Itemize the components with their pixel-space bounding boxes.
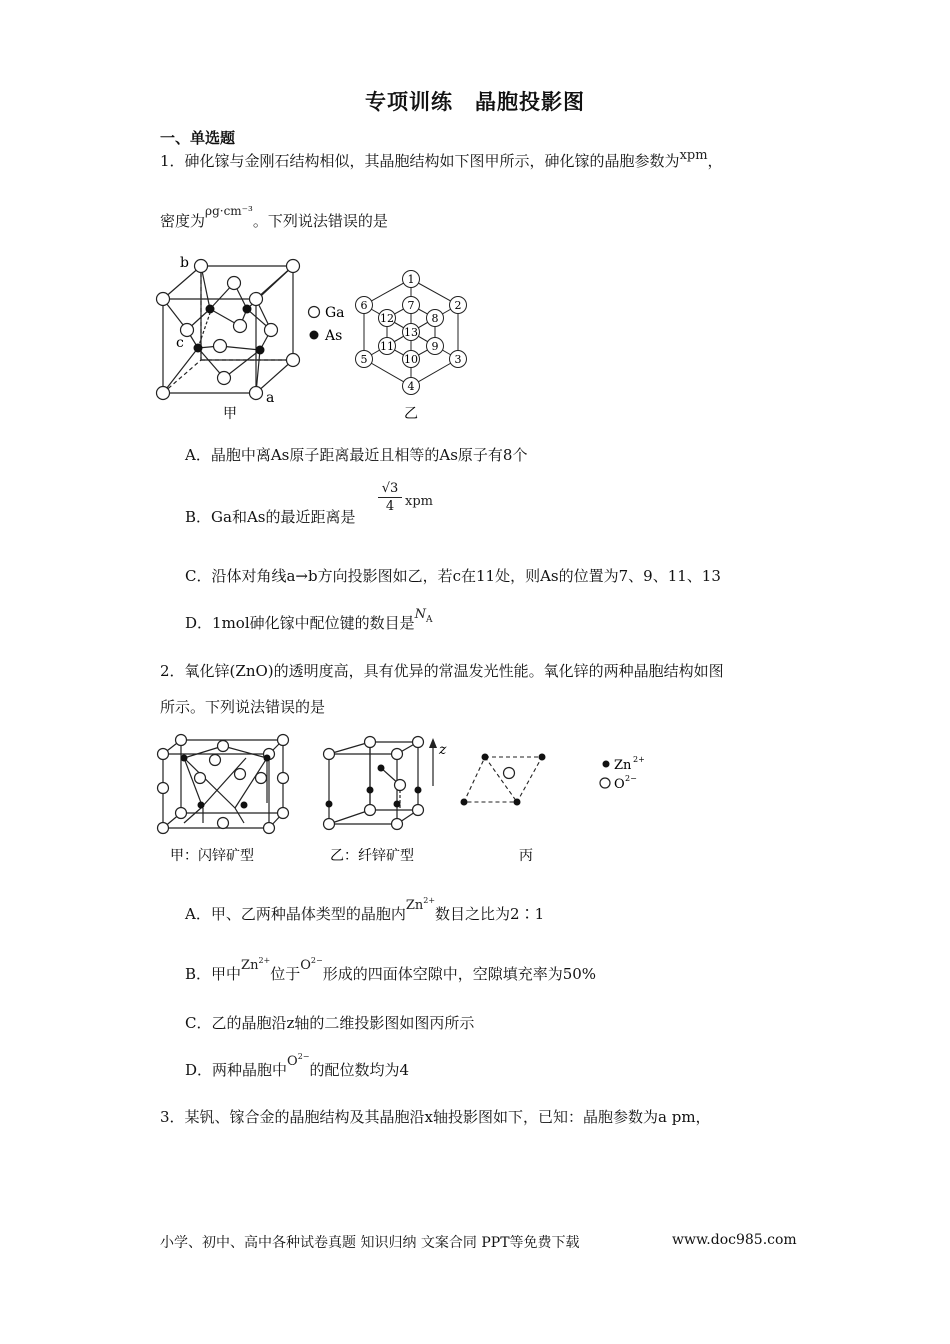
footer-text: 小学、初中、高中各种试卷真题 知识归纳 文案合同 PPT等免费下载 bbox=[160, 1235, 580, 1251]
q2-option-c: C．乙的晶胞沿z轴的二维投影图如图丙所示 bbox=[185, 1014, 475, 1032]
q2-option-b: B．甲中$Zn^{2+}$位于$O^{2-}$形成的四面体空隙中，空隙填充率为50% bbox=[185, 956, 597, 983]
legend-ga: Ga bbox=[325, 305, 345, 321]
q2-line2: 所示。下列说法错误的是 bbox=[160, 698, 326, 716]
corner-label-c: c bbox=[176, 335, 184, 351]
pos-13: 13 bbox=[404, 326, 418, 339]
corner-label-b: b bbox=[180, 255, 189, 271]
q1-figure bbox=[150, 250, 490, 425]
pos-9: 9 bbox=[431, 340, 439, 353]
pos-1: 1 bbox=[407, 273, 415, 286]
pos-11: 11 bbox=[380, 340, 394, 353]
page-title: 专项训练 晶胞投影图 bbox=[365, 89, 585, 114]
legend-o: O bbox=[614, 777, 625, 792]
figure-label-yi: 乙 bbox=[404, 406, 418, 422]
axis-z: z bbox=[439, 742, 447, 758]
q1-line2: 密度为$^{\rho g\cdot cm^{-3}}$。下列说法错误的是 bbox=[160, 204, 388, 230]
q1-math-density: ρg·cm⁻³ bbox=[205, 204, 253, 218]
figure-label-bing: 丙 bbox=[519, 848, 533, 864]
pos-4: 4 bbox=[407, 380, 415, 393]
legend-o-charge: 2− bbox=[625, 774, 637, 783]
legend-as: As bbox=[325, 328, 343, 344]
legend-zn-symbol bbox=[603, 761, 610, 768]
pos-3: 3 bbox=[454, 353, 462, 366]
q1-option-c: C．沿体对角线a→b方向投影图如乙，若c在11处，则As的位置为7、9、11、13 bbox=[185, 567, 721, 585]
footer-url-link[interactable]: www.doc985.com bbox=[672, 1232, 797, 1248]
q2-figure bbox=[155, 728, 655, 868]
q2-option-d: D．两种晶胞中$O^{2-}$的配位数均为4 bbox=[185, 1052, 410, 1079]
q2-line1: 2．氧化锌(ZnO)的透明度高，具有优异的常温发光性能。氧化锌的两种晶胞结构如图 bbox=[160, 662, 724, 680]
q1-b-math: xpm bbox=[405, 494, 433, 509]
legend-zn-charge: 2+ bbox=[633, 755, 645, 764]
legend-zn: Zn bbox=[614, 758, 632, 773]
pos-10: 10 bbox=[404, 353, 418, 366]
q2-option-a: A．甲、乙两种晶体类型的晶胞内$Zn^{2+}$数目之比为2∶1 bbox=[185, 896, 545, 923]
pos-7: 7 bbox=[407, 299, 415, 312]
pos-2: 2 bbox=[454, 299, 462, 312]
legend-o-symbol bbox=[600, 778, 610, 788]
pos-5: 5 bbox=[360, 353, 368, 366]
q1-option-d: D．1mol砷化镓中配位键的数目是$N^A$ bbox=[185, 607, 433, 632]
corner-label-a: a bbox=[266, 390, 275, 406]
figure-label-jia: 甲 bbox=[223, 406, 237, 422]
q1-math-xpm: xpm bbox=[679, 148, 708, 163]
q3-line1: 3．某钒、镓合金的晶胞结构及其晶胞沿x轴投影图如下，已知：晶胞参数为a pm， bbox=[160, 1108, 711, 1126]
figure-label-jia: 甲：闪锌矿型 bbox=[170, 848, 254, 864]
section-heading: 一、单选题 bbox=[160, 129, 236, 147]
legend-ga-symbol bbox=[309, 307, 320, 318]
pos-12: 12 bbox=[380, 312, 394, 325]
q1-text: 1．砷化镓与金刚石结构相似，其晶胞结构如下图甲所示，砷化镓的晶胞参数为 bbox=[160, 152, 680, 170]
q1-b-fraction: √3 4 bbox=[378, 480, 402, 515]
q1-option-b: B．Ga和As的最近距离是 bbox=[185, 508, 356, 526]
pos-8: 8 bbox=[431, 312, 439, 325]
q1-line1: 1．砷化镓与金刚石结构相似，其晶胞结构如下图甲所示，砷化镓的晶胞参数为xpm， bbox=[160, 148, 723, 170]
legend-as-symbol bbox=[310, 331, 319, 340]
q1-option-a: A．晶胞中离As原子距离最近且相等的As原子有8个 bbox=[185, 446, 528, 464]
figure-label-yi: 乙：纤锌矿型 bbox=[330, 848, 414, 864]
pos-6: 6 bbox=[360, 299, 368, 312]
